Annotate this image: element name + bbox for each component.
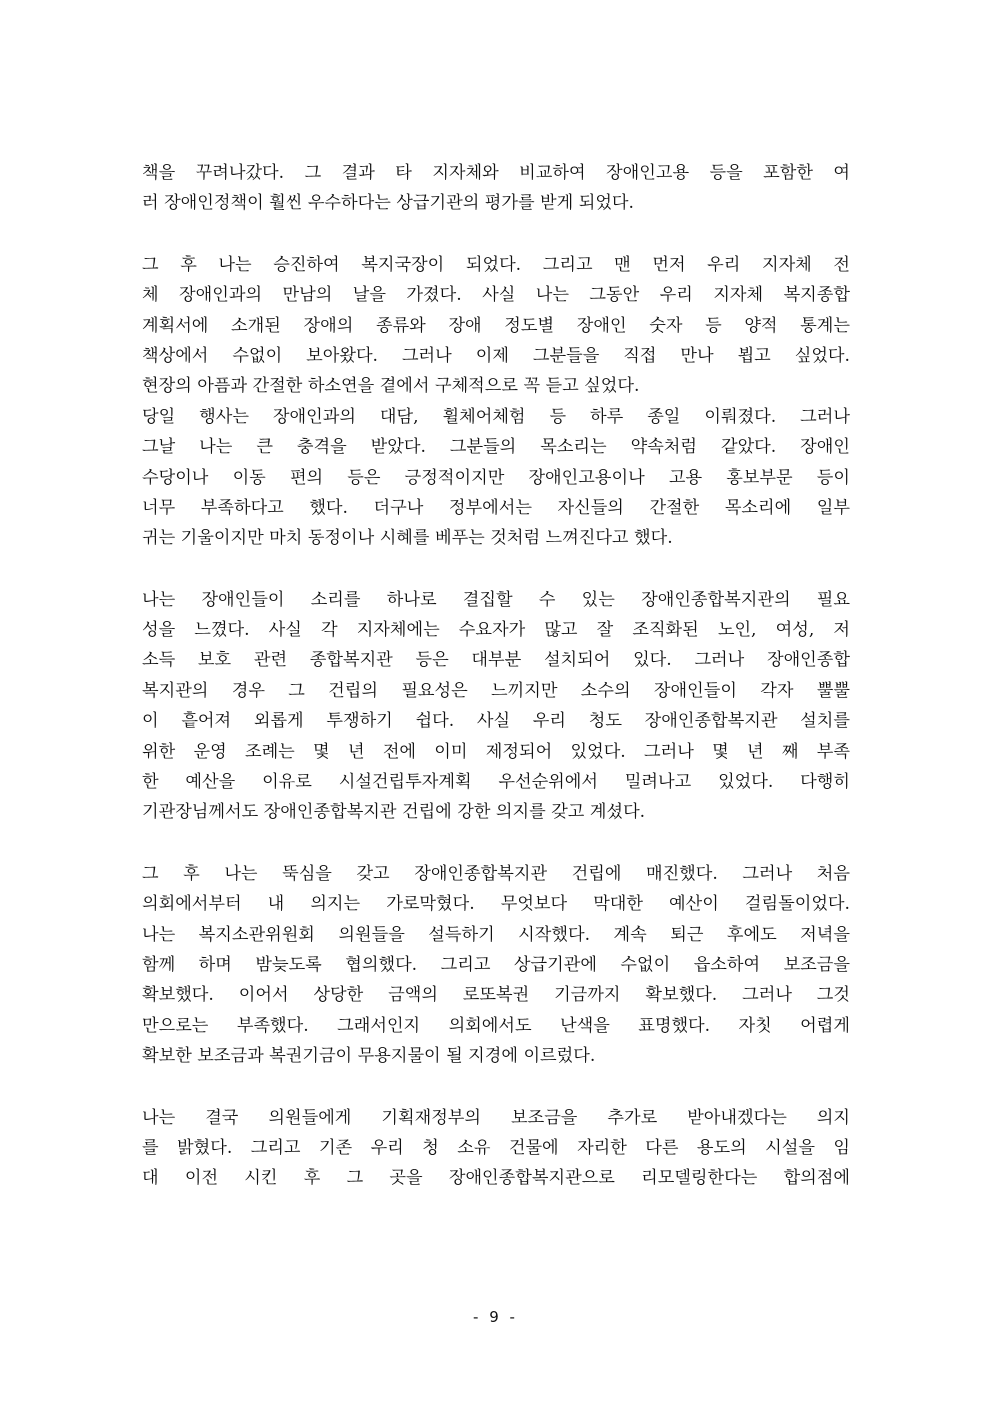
paragraph-5: [142, 1103, 850, 1194]
text-line: 소득 보호 관련 종합복지관 등은 대부분 설치되어 있다. 그러나 장애인종합: [142, 650, 850, 671]
text-line: 를 밝혔다. 그리고 기존 우리 청 소유 건물에 자리한 다른 용도의 시설을 임: [142, 1137, 850, 1158]
paragraph-gap: [142, 554, 850, 585]
text-line: 위한 운영 조례는 몇 년 전에 이미 제정되어 있었다. 그러나 몇 년 째 부족: [142, 741, 850, 762]
text-line: 함께 하며 밤늦도록 협의했다. 그리고 상급기관에 수없이 읍소하여 보조금을: [142, 954, 850, 975]
paragraph-1: [142, 158, 850, 219]
text-line: 책상에서 수없이 보아왔다. 그러나 이제 그분들을 직접 만나 뵙고 싶었다.: [142, 345, 850, 366]
text-line: 확보한 보조금과 복권기금이 무용지물이 될 지경에 이르렀다.: [142, 1046, 596, 1067]
text-line: 성을 느꼈다. 사실 각 지자체에는 수요자가 많고 잘 조직화된 노인, 여성, 저: [142, 620, 850, 641]
text-line: 당일 행사는 장애인과의 대담, 휠체어체험 등 하루 종일 이뤄졌다. 그러나: [142, 406, 850, 427]
paragraph-gap: [142, 219, 850, 250]
text-line: 러 장애인정책이 훨씬 우수하다는 상급기관의 평가를 받게 되었다.: [142, 193, 634, 214]
paragraph-2: [142, 250, 850, 554]
text-line: 만으로는 부족했다. 그래서인지 의회에서도 난색을 표명했다. 자칫 어렵게: [142, 1015, 850, 1036]
text-line: 너무 부족하다고 했다. 더구나 정부에서는 자신들의 간절한 목소리에 일부: [142, 497, 850, 518]
text-line: 그날 나는 큰 충격을 받았다. 그분들의 목소리는 약속처럼 같았다. 장애인: [142, 437, 850, 458]
text-line: 확보했다. 이어서 상당한 금액의 로또복권 기금까지 확보했다. 그러나 그것: [142, 985, 850, 1006]
text-line: 의회에서부터 내 의지는 가로막혔다. 무엇보다 막대한 예산이 걸림돌이었다.: [142, 894, 850, 915]
paragraph-3: [142, 585, 850, 828]
text-line: 책을 꾸려나갔다. 그 결과 타 지자체와 비교하여 장애인고용 등을 포함한 여: [142, 163, 850, 183]
text-line: 나는 장애인들이 소리를 하나로 결집할 수 있는 장애인종합복지관의 필요: [142, 589, 850, 610]
text-line: 한 예산을 이유로 시설건립투자계획 우선순위에서 밀려나고 있었다. 다행히: [142, 772, 850, 793]
text-line: 체 장애인과의 만남의 날을 가졌다. 사실 나는 그동안 우리 지자체 복지종합: [142, 285, 850, 306]
text-line: 수당이나 이동 편의 등은 긍정적이지만 장애인고용이나 고용 홍보부문 등이: [142, 467, 850, 488]
paragraph-gap: [142, 1072, 850, 1103]
text-line: 나는 복지소관위원회 의원들을 설득하기 시작했다. 계속 퇴근 후에도 저녁을: [142, 924, 850, 945]
text-line: 그 후 나는 승진하여 복지국장이 되었다. 그리고 맨 먼저 우리 지자체 전: [142, 254, 850, 275]
body-text: [142, 158, 850, 1194]
text-line: 현장의 아픔과 간절한 하소연을 곁에서 구체적으로 꼭 듣고 싶었다.: [142, 376, 640, 397]
paragraph-gap: [142, 828, 850, 859]
text-line: 귀는 기울이지만 마치 동정이나 시혜를 베푸는 것처럼 느껴진다고 했다.: [142, 528, 673, 549]
text-line: 이 흩어져 외롭게 투쟁하기 쉽다. 사실 우리 청도 장애인종합복지관 설치를: [142, 711, 850, 732]
text-line: 대 이전 시킨 후 그 곳을 장애인종합복지관으로 리모델링한다는 합의점에: [142, 1168, 850, 1189]
text-line: 기관장님께서도 장애인종합복지관 건립에 강한 의지를 갖고 계셨다.: [142, 802, 646, 823]
text-line: 나는 결국 의원들에게 기획재정부의 보조금을 추가로 받아내겠다는 의지: [142, 1107, 850, 1128]
text-line: 계획서에 소개된 장애의 종류와 장애 정도별 장애인 숫자 등 양적 통계는: [142, 315, 850, 336]
paragraph-4: [142, 859, 850, 1072]
page-number: - 9 -: [473, 1308, 518, 1326]
text-line: 그 후 나는 뚝심을 갖고 장애인종합복지관 건립에 매진했다. 그러나 처음: [142, 863, 850, 884]
text-line: 복지관의 경우 그 건립의 필요성은 느끼지만 소수의 장애인들이 각자 뿔뿔: [142, 680, 850, 701]
